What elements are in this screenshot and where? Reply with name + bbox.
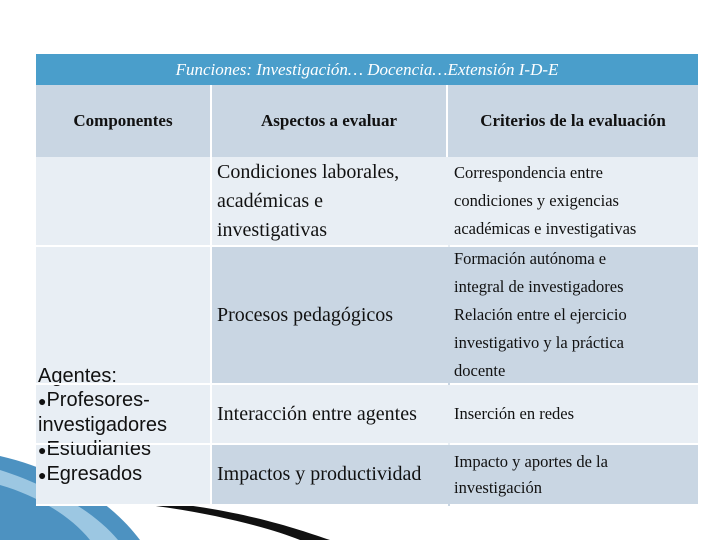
header-aspectos: Aspectos a evaluar: [212, 85, 448, 157]
aspect-cell: Impactos y productividad: [36, 445, 448, 506]
aspect-cell: Interacción entre agentes: [36, 385, 448, 445]
criteria-cell: Inserción en redes: [450, 385, 698, 445]
list-item: ●Estudiantes: [38, 438, 151, 460]
bottom-swoosh-shape: [140, 500, 330, 540]
criteria-cell: Correspondencia entre condiciones y exigencias académicas e investigativas: [450, 157, 698, 247]
aspect-cell: Condiciones laborales, académicas e investigativas: [36, 157, 448, 247]
evaluation-table: [36, 54, 698, 506]
header-componentes: Componentes: [36, 85, 212, 157]
list-item: ●Egresados: [38, 463, 143, 485]
table-title: Funciones: Investigación… Docencia…Extensión I-D-E: [36, 54, 698, 85]
list-item: investigadores: [38, 414, 167, 436]
components-label: Agentes: [38, 365, 112, 387]
list-item: ●Profesores-: [38, 389, 150, 411]
criteria-cell: Formación autónoma e integral de investigadores Relación entre el ejercicio investigativo y la práctica docente: [450, 247, 698, 385]
aspect-cell: Procesos pedagógicos: [36, 247, 448, 385]
header-criterios: Criterios de la evaluación: [448, 85, 698, 157]
components-list: Agentes: ●Profesores- investigadores ●Estudiantes ●Egresados: [38, 365, 167, 485]
criteria-cell: Impacto y aportes de la investigación: [450, 445, 698, 506]
